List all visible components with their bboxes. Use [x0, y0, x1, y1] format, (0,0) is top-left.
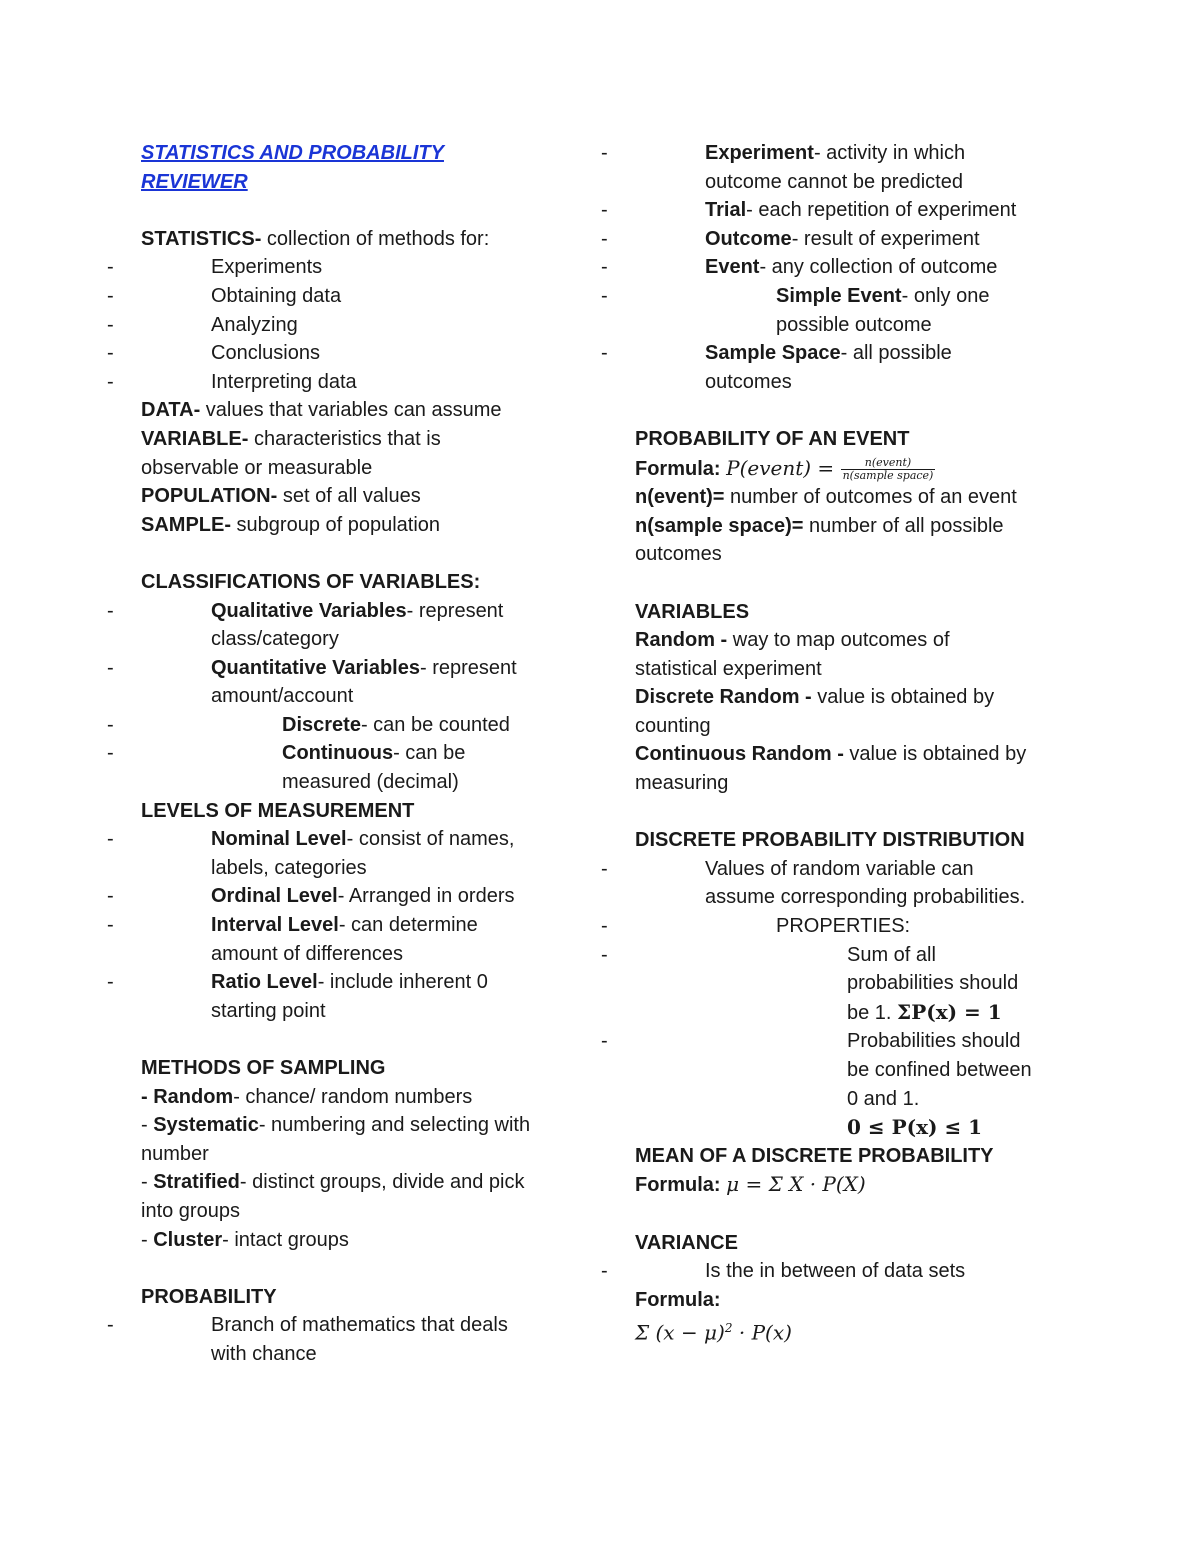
variable-definition: VARIABLE- characteristics that is [141, 427, 441, 450]
variance-formula-label: Formula: [635, 1288, 721, 1311]
list-item-cont: probabilities should [847, 972, 1019, 995]
list-item-cont: measured (decimal) [282, 771, 459, 794]
list-item: - Interval Level- can determine [107, 914, 478, 937]
sample-definition: SAMPLE- subgroup of population [141, 513, 441, 536]
prob-event-formula: Formula: P(event) = $\frac{\text{n(event)}}{\text{n(sample space)}}$ [635, 455, 934, 482]
list-item-cont: amount of differences [211, 942, 403, 965]
list-item-cont: with chance [211, 1342, 317, 1365]
sampling-stratified-cont: into groups [141, 1199, 240, 1222]
list-item: - Values of random variable can [601, 857, 974, 880]
list-item: - Outcome- result of experiment [601, 227, 980, 250]
list-item-cont: outcome cannot be predicted [705, 170, 963, 193]
left-column [107, 139, 581, 1369]
document-title-cont: REVIEWER [141, 170, 248, 193]
list-item: - Interpreting data [107, 370, 357, 393]
statistics-definition: STATISTICS- collection of methods for: [141, 227, 490, 250]
right-column [601, 139, 1065, 1348]
list-item: - Branch of mathematics that deals [107, 1314, 508, 1337]
list-item-cont: be confined between [847, 1059, 1032, 1081]
list-item: - Discrete- can be counted [107, 713, 510, 736]
mean-formula: Formula: μ = Σ X · P(X) [635, 1172, 866, 1197]
discrete-random-definition: Discrete Random - value is obtained by [635, 686, 995, 709]
list-item: - PROPERTIES: [601, 915, 911, 938]
list-item: - Trial- each repetition of experiment [601, 199, 1017, 222]
list-item: - Ratio Level- include inherent 0 [107, 971, 488, 994]
discrete-random-definition-cont: counting [635, 714, 711, 737]
variance-heading: VARIANCE [635, 1231, 738, 1254]
list-item-cont: amount/account [211, 685, 354, 708]
list-item: - Simple Event- only one [601, 284, 990, 307]
list-item-cont: assume corresponding probabilities. [705, 886, 1026, 909]
continuous-random-definition: Continuous Random - value is obtained by [635, 743, 1027, 766]
list-item: - Analyzing [107, 313, 298, 336]
random-definition-cont: statistical experiment [635, 657, 822, 680]
list-item: - Qualitative Variables- represent [107, 599, 504, 622]
list-item-cont: starting point [211, 999, 326, 1022]
sampling-systematic: - Systematic- numbering and selecting with [141, 1114, 531, 1137]
sampling-systematic-cont: number [141, 1142, 209, 1165]
list-item-cont: be 1. ΣP(x) = 1 [847, 999, 1002, 1024]
list-item-cont: class/category [211, 628, 339, 651]
list-item-cont: outcomes [705, 370, 792, 393]
list-item: - Ordinal Level- Arranged in orders [107, 885, 515, 908]
list-item: - Event- any collection of outcome [601, 256, 998, 279]
classifications-heading: CLASSIFICATIONS OF VARIABLES: [141, 570, 481, 593]
population-definition: POPULATION- set of all values [141, 485, 421, 508]
n-event-definition: n(event)= number of outcomes of an event [635, 486, 1017, 509]
sampling-random: - Random- chance/ random numbers [141, 1085, 473, 1108]
list-item-cont: labels, categories [211, 856, 367, 879]
probability-heading: PROBABILITY [141, 1285, 277, 1308]
list-item: - Conclusions [107, 342, 320, 365]
variables-heading: VARIABLES [635, 600, 750, 623]
n-sample-definition-cont: outcomes [635, 543, 722, 566]
random-definition: Random - way to map outcomes of [635, 629, 950, 652]
sampling-stratified: - Stratified- distinct groups, divide and pick [141, 1171, 525, 1194]
mean-heading: MEAN OF A DISCRETE PROBABILITY [635, 1144, 994, 1167]
prob-event-heading: PROBABILITY OF AN EVENT [635, 427, 910, 450]
fraction: $\frac{\text{n(event)}}{\text{n(sample space)}}$ [842, 455, 934, 482]
document-title: STATISTICS AND PROBABILITY [141, 142, 444, 164]
list-item-cont: possible outcome [776, 313, 932, 336]
list-item: - Sample Space- all possible [601, 342, 952, 365]
sampling-heading: METHODS OF SAMPLING [141, 1057, 386, 1079]
list-item: - Experiment- activity in which [601, 142, 966, 164]
list-item: - Nominal Level- consist of names, [107, 828, 515, 851]
dpd-heading: DISCRETE PROBABILITY DISTRIBUTION [635, 829, 1025, 852]
sampling-cluster: - Cluster- intact groups [141, 1228, 349, 1251]
list-item: - Obtaining data [107, 284, 342, 307]
data-definition: DATA- values that variables can assume [141, 399, 502, 422]
list-item: - Continuous- can be [107, 742, 466, 765]
math-inequality: 0 ≤ P(x) ≤ 1 [847, 1115, 983, 1140]
list-item: - Experiments [107, 256, 323, 279]
variance-formula: Σ $(x - \mu)^2 \cdot P(x)$ [635, 1321, 792, 1345]
variable-definition-cont: observable or measurable [141, 456, 373, 479]
continuous-random-definition-cont: measuring [635, 772, 729, 795]
levels-heading: LEVELS OF MEASUREMENT [141, 799, 415, 822]
list-item: - Sum of all [601, 943, 936, 966]
list-item: - Is the in between of data sets [601, 1260, 966, 1283]
list-item: - Probabilities should [601, 1030, 1021, 1053]
list-item: - Quantitative Variables- represent [107, 656, 517, 679]
n-sample-definition: n(sample space)= number of all possible [635, 514, 1004, 537]
list-item-cont: 0 and 1. [847, 1087, 920, 1110]
